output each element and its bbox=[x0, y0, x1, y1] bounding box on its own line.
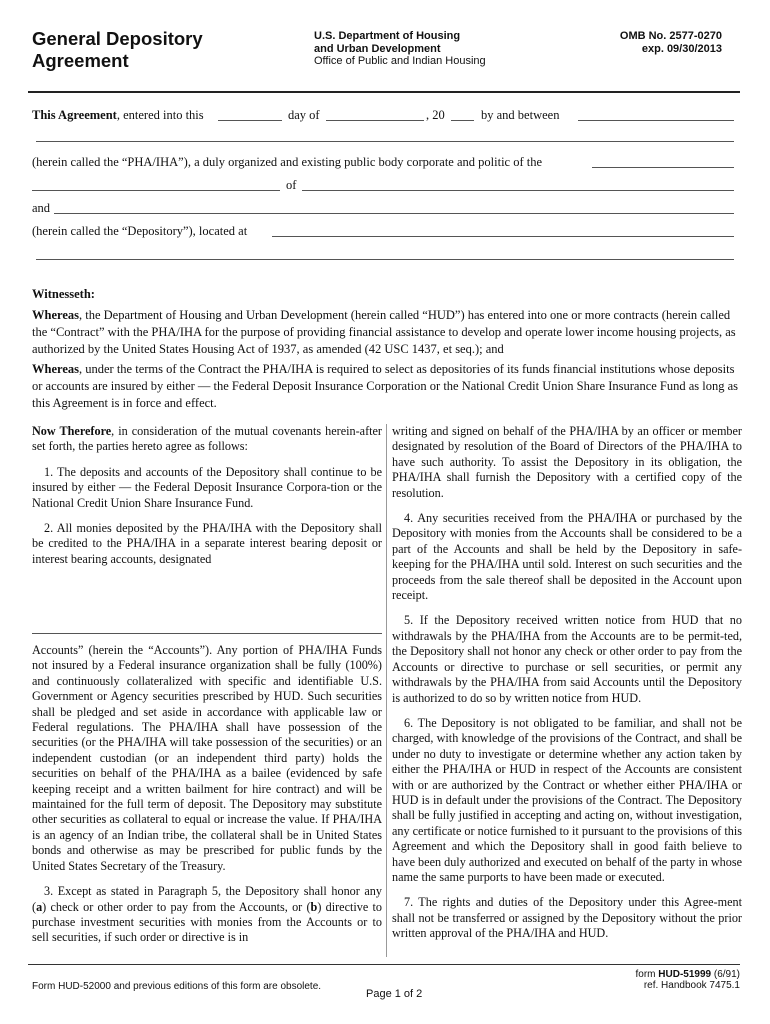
paragraph-3-b: b bbox=[310, 899, 318, 914]
agency-block bbox=[314, 30, 486, 68]
agency-line3: Office of Public and Indian Housing bbox=[314, 55, 486, 67]
paragraph-7: 7. The rights and duties of the Depository under this Agree-ment shall not be transferred or assigned by the Depository without the prior written approval of the PHA/IHA and HUD. bbox=[392, 895, 742, 941]
form-number-block bbox=[636, 969, 741, 991]
left-column bbox=[32, 424, 382, 567]
depository-address-field-2[interactable] bbox=[36, 259, 734, 260]
paragraph-5: 5. If the Depository received written notice from HUD that no withdrawals by the PHA/IHA from the Accounts are to be permit-ted, the Depository shall not honor any check or other order to pay from the Accounts or directive to purchase or sell securities, or permit any withdrawals by the PHA/IHA from said Accounts until the Depository is authorized to do so by written notice from HUD. bbox=[392, 613, 742, 705]
omb-expiration: exp. 09/30/2013 bbox=[641, 42, 722, 55]
herein-depository-text: (herein called the “Depository”), located at bbox=[32, 224, 248, 238]
paragraph-3-a: a bbox=[36, 899, 43, 914]
state-field[interactable] bbox=[592, 167, 734, 168]
handbook-reference: ref. Handbook 7475.1 bbox=[643, 980, 740, 991]
and-label: and bbox=[32, 201, 51, 215]
year-field[interactable] bbox=[451, 120, 474, 121]
account-designation-field[interactable] bbox=[32, 633, 382, 634]
party-field-2[interactable] bbox=[36, 141, 734, 142]
whereas-bold-1: Whereas bbox=[32, 308, 79, 322]
paragraph-2: 2. All monies deposited by the PHA/IHA with the Depository shall be credited to the PHA/IHA in a separate interest bearing deposit or interest bearing accounts, designated bbox=[32, 521, 382, 566]
left-column-continued bbox=[32, 643, 382, 946]
whereas-text-1: , the Department of Housing and Urban Development (herein called “HUD”) has entered into one or more contracts (herein called the “Contract” with the PHA/IHA for the purpose of providing financial assistance to develop and operate lower income housing projects, as authorized by the United States Housing Act of 1937, as amended (42 USC 1437, et seq.); and bbox=[32, 308, 736, 356]
now-therefore-bold: Now Therefore bbox=[32, 424, 112, 438]
of-label: of bbox=[286, 178, 297, 192]
now-therefore-paragraph bbox=[32, 424, 382, 455]
now-therefore-text: , in consideration of the mutual covenants herein-after set forth, the parties hereto agree as follows: bbox=[32, 424, 382, 454]
paragraph-3-mid: ) check or other order to pay from the Accounts, or ( bbox=[42, 899, 311, 914]
paragraph-2-continued: Accounts” (herein the “Accounts”). Any portion of PHA/IHA Funds not insured by a Federal insurance organization shall be fully (100%) and continuously collateralized with specific and identifiable U.S. Government or Agency securities prescribed by HUD. Such securities shall be pledged and set aside in accordance with applicable law or Federal regulations. The PHA/IHA shall have possession of the securities (or the PHA/IHA will take possession of the securities) or an independent custodian (or an independent third party) holds the securities on behalf of the PHA/IHA as a bailee (evidenced by safe keeping receipt and a written bailment for hire contract) and will be maintained for the full term of deposit. The Depository may substitute other securities as collateral to equal or increase the value. If PHA/IHA is an agency of an Indian tribe, the collateral shall be in United States bonds and otherwise as may be prescribed for public funds by the United States Secretary of the Treasury. bbox=[32, 643, 382, 873]
by-between-label: by and between bbox=[481, 108, 560, 122]
obsolete-notice: Form HUD-52000 and previous editions of this form are obsolete. bbox=[32, 981, 322, 992]
form-prefix: form bbox=[635, 969, 659, 980]
column-divider bbox=[386, 424, 387, 957]
month-field[interactable] bbox=[326, 120, 424, 121]
party-field-1[interactable] bbox=[578, 120, 734, 121]
omb-number: OMB No. 2577-0270 bbox=[619, 30, 722, 42]
day-field[interactable] bbox=[218, 120, 282, 121]
witnesseth-heading: Witnesseth: bbox=[32, 287, 95, 301]
herein-pha-text: (herein called the “PHA/IHA”), a duly organized and existing public body corporate and politic of the bbox=[32, 155, 543, 169]
paragraph-4: 4. Any securities received from the PHA/IHA or purchased by the Depository with monies from the Accounts shall be considered to be a part of the Accounts and shall be held by the Depository in safe-keeping for the PHA/IHA until sold. Interest on such securities and the proceeds from the sale thereof shall be deposited in the Account upon receipt. bbox=[392, 511, 742, 603]
form-title-line2: Agreement bbox=[32, 50, 129, 71]
whereas-text-2: , under the terms of the Contract the PHA/IHA is required to select as depositories of its funds financial institutions whose deposits or accounts are insured by either — the Federal Deposit Insurance Corporation or the National Credit Union Share Insurance Fund as long as this Agreement is in force and effect. bbox=[32, 362, 739, 410]
paragraph-3-start: 3. Except as stated in Paragraph 5, the Depository shall honor any ( bbox=[32, 884, 382, 914]
paragraph-1: 1. The deposits and accounts of the Depository shall continue to be insured by either — the Federal Deposit Insurance Corpora-tion or the National Credit Union Share Insurance Fund. bbox=[32, 464, 382, 510]
agency-line1: U.S. Department of Housing bbox=[314, 30, 461, 42]
footer-rule bbox=[28, 964, 740, 965]
whereas-paragraph-1 bbox=[32, 307, 744, 358]
form-date: (6/91) bbox=[711, 969, 740, 980]
year-label: , 20 bbox=[426, 108, 445, 122]
whereas-paragraph-2 bbox=[32, 361, 744, 412]
whereas-bold-2: Whereas bbox=[32, 362, 79, 376]
page-number: Page 1 of 2 bbox=[366, 988, 423, 1000]
pha-location-field[interactable] bbox=[302, 190, 734, 191]
right-column bbox=[392, 424, 742, 942]
entered-into-text: , entered into this bbox=[116, 108, 204, 122]
paragraph-3 bbox=[32, 884, 382, 946]
agreement-line bbox=[32, 108, 204, 123]
form-title bbox=[32, 28, 203, 72]
depository-name-field[interactable] bbox=[54, 213, 734, 214]
form-title-line1: General Depository bbox=[32, 28, 203, 49]
pha-name-field[interactable] bbox=[32, 190, 280, 191]
agreement-bold: This Agreement bbox=[32, 108, 117, 122]
omb-block bbox=[620, 30, 722, 55]
paragraph-3-continued: writing and signed on behalf of the PHA/IHA by an officer or member designated by resolution of the Board of Directors of the PHA/IHA to have such authority. To assist the Depository in its obligation, the PHA/IHA shall furnish the Depository with a certified copy of the resolution. bbox=[392, 424, 742, 500]
agency-line2: and Urban Development bbox=[314, 42, 441, 55]
paragraph-6: 6. The Depository is not obligated to be familiar, and shall not be charged, with knowledge of the provisions of the Contract, and shall be under no duty to investigate or determine whether any action taken by either the PHA/IHA or HUD in respect of the Accounts are consistent with or are authorized by the Contract or whether either PHA/IHA or HUD is in default under the provisions of the Contract. The Depository shall be fully justified in accepting and acting on, without investigation, any certificate or notice furnished to it pursuant to the provisions of this Agreement and which the Depository shall in good faith believe to have been duly authorized and executed on behalf of the party in whose name the same purports to have been made or executed. bbox=[392, 715, 742, 884]
form-number-line bbox=[636, 969, 741, 980]
header-rule bbox=[28, 91, 740, 93]
paragraph-3-end: ) directive to purchase investment securities with monies from the Accounts or to sell securities, if such order or directive is in bbox=[32, 899, 382, 945]
depository-address-field[interactable] bbox=[272, 236, 734, 237]
day-of-label: day of bbox=[288, 108, 320, 122]
form-number: HUD-51999 bbox=[658, 969, 712, 980]
